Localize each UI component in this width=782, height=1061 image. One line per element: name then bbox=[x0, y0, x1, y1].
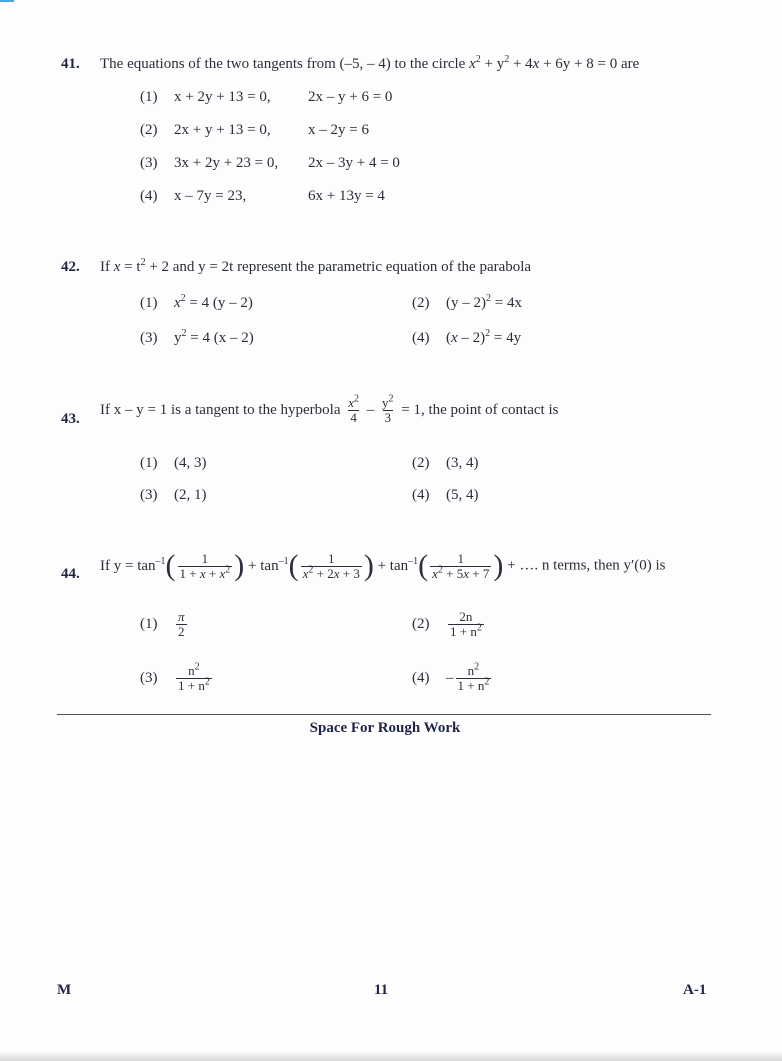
footer-right-code: A-1 bbox=[683, 982, 707, 998]
question-44-option-3[interactable]: (3) $\frac{n^2}{1 + n^2}$ bbox=[140, 661, 210, 693]
question-41-option-4[interactable]: (4) x – 7y = 23, 6x + 13y = 4 bbox=[140, 188, 385, 204]
question-42-option-1[interactable]: (1) $x^2 = 4$ (y – 2) bbox=[140, 293, 253, 311]
question-42-option-2[interactable]: (2) (y – 2)$^2$ = 4x bbox=[412, 293, 522, 311]
rough-work-label: Space For Rough Work bbox=[309, 720, 461, 736]
question-42-stem: If $x = t^2 + 2$ and y = 2t represent the parametric equation of the parabola bbox=[100, 257, 532, 275]
question-42-option-4[interactable]: (4) (x – 2)$^2$ = 4y bbox=[412, 328, 522, 346]
question-43-option-1[interactable]: (1) (4, 3) bbox=[140, 455, 207, 471]
page-bottom-edge bbox=[0, 1051, 782, 1061]
question-44-stem: If $y = \tan^{-1}$( $\frac{1}{1 + x + x^2}$ ) + $\tan^{-1}$( $\frac{1}{x^2 + 2x + 3}$ ) + $\tan^{-1}$( $\frac{1}{x^2 + 5x + 7}$ ) + …. n terms, then y′(0) is bbox=[100, 549, 666, 582]
question-41-stem: The equations of the two tangents from (–5, – 4) to the circle $x^2 + y^2 + 4x + 6y + 8 = 0$ are bbox=[100, 54, 640, 72]
hyperbola-y-term: $\frac{y^2}{3}$ bbox=[382, 393, 394, 425]
question-42-option-3[interactable]: (3) $y^2 = 4$ (x – 2) bbox=[140, 328, 254, 346]
question-44-option-2[interactable]: (2) $\frac{2n}{1 + n^2}$ bbox=[412, 609, 482, 639]
question-43-stem: If x – y = 1 is a tangent to the hyperbola $\frac{x^2}{4}$ – $\frac{y^2}{3}$ = 1, the point of contact is bbox=[100, 393, 559, 425]
question-44-option-1[interactable]: (1) $\frac{\pi}{2}$ bbox=[140, 609, 185, 639]
question-44-option-4[interactable]: (4) – $\frac{n^2}{1 + n^2}$ bbox=[412, 661, 490, 693]
question-41-option-3[interactable]: (3) 3x + 2y + 23 = 0, 2x – 3y + 4 = 0 bbox=[140, 155, 400, 171]
question-43-number: 43. bbox=[61, 411, 80, 427]
page-number: 11 bbox=[374, 982, 389, 998]
question-41-option-1[interactable]: (1) x + 2y + 13 = 0, 2x – y + 6 = 0 bbox=[140, 89, 393, 105]
question-43-option-4[interactable]: (4) (5, 4) bbox=[412, 487, 479, 503]
footer-left-code: M bbox=[57, 982, 72, 998]
hyperbola-x-term: $\frac{x^2}{4}$ bbox=[348, 393, 360, 425]
question-44-number: 44. bbox=[61, 566, 80, 582]
question-43-option-2[interactable]: (2) (3, 4) bbox=[412, 455, 479, 471]
question-43-option-3[interactable]: (3) (2, 1) bbox=[140, 487, 207, 503]
question-41-number: 41. bbox=[61, 56, 80, 72]
rough-work-divider bbox=[57, 714, 711, 715]
page-corner-mark bbox=[0, 0, 14, 2]
question-41-option-2[interactable]: (2) 2x + y + 13 = 0, x – 2y = 6 bbox=[140, 122, 369, 138]
question-42-number: 42. bbox=[61, 259, 80, 275]
